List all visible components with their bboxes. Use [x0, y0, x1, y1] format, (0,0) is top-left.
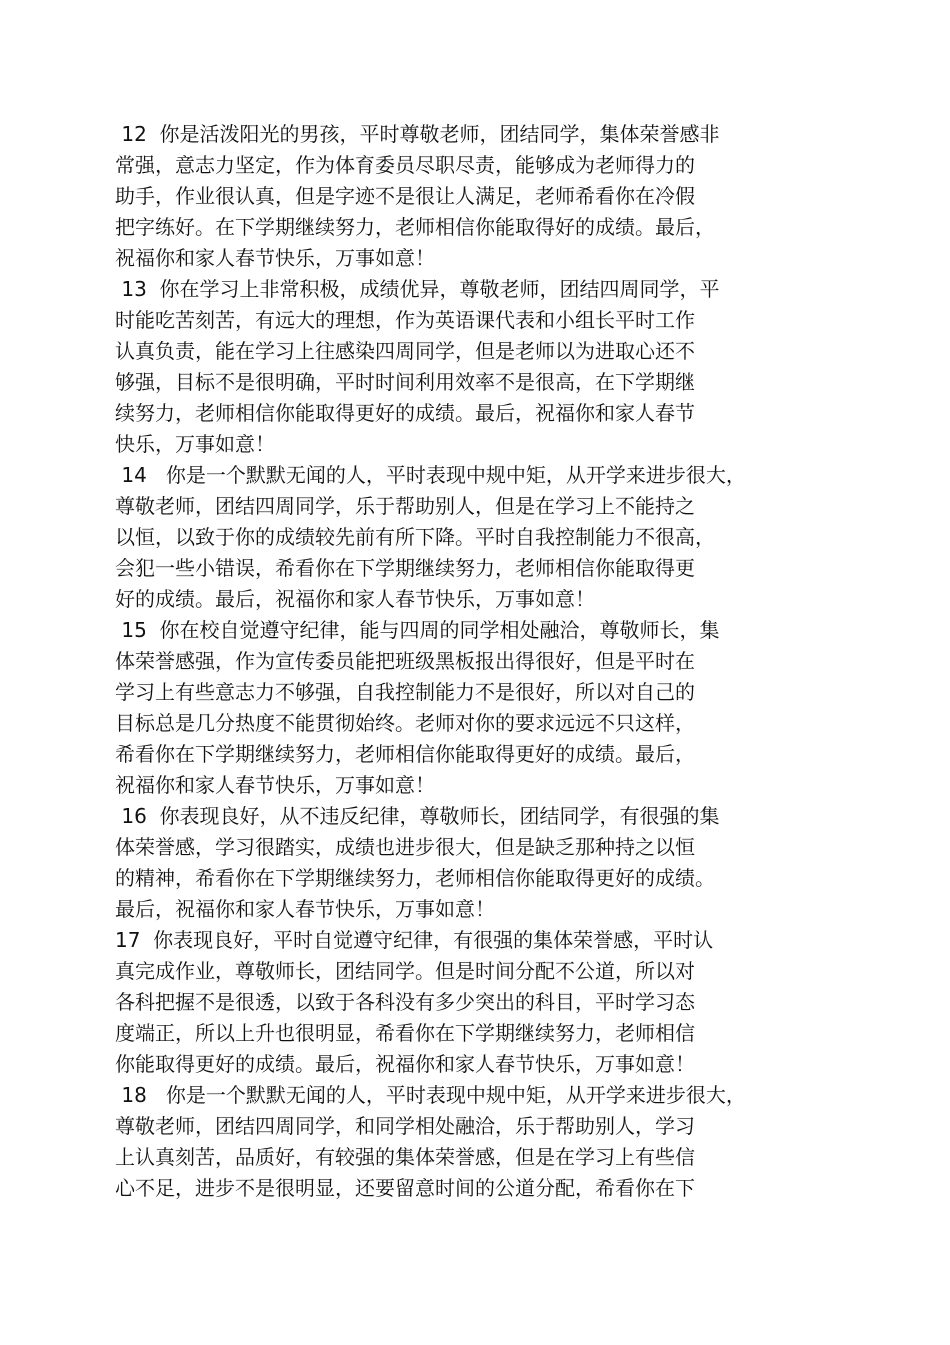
text-line: 祝福你和家人春节快乐，万事如意！ — [115, 246, 435, 270]
text-line: 12 你是活泼阳光的男孩，平时尊敬老师，团结同学，集体荣誉感非 — [115, 122, 720, 146]
text-line: 18 你是一个默默无闻的人，平时表现中规中矩，从开学来进步很大， — [115, 1083, 746, 1107]
text-line: 够强，目标不是很明确，平时时间利用效率不是很高，在下学期继 — [115, 370, 695, 394]
text-line: 尊敬老师，团结四周同学，乐于帮助别人，但是在学习上不能持之 — [115, 494, 695, 518]
text-line: 真完成作业，尊敬师长，团结同学。但是时间分配不公道，所以对 — [115, 959, 695, 983]
text-line: 各科把握不是很透，以致于各科没有多少突出的科目，平时学习态 — [115, 990, 695, 1014]
text-line: 度端正，所以上升也很明显，希看你在下学期继续努力，老师相信 — [115, 1021, 695, 1045]
text-line: 上认真刻苦，品质好，有较强的集体荣誉感，但是在学习上有些信 — [115, 1145, 695, 1169]
text-line: 常强，意志力坚定，作为体育委员尽职尽责，能够成为老师得力的 — [115, 153, 695, 177]
text-line: 13 你在学习上非常积极，成绩优异，尊敬老师，团结四周同学，平 — [115, 277, 720, 301]
text-line: 16 你表现良好，从不违反纪律，尊敬师长，团结同学，有很强的集 — [115, 804, 720, 828]
text-line: 17 你表现良好，平时自觉遵守纪律，有很强的集体荣誉感，平时认 — [115, 928, 714, 952]
document-body-text — [115, 119, 815, 1204]
text-line: 助手，作业很认真，但是字迹不是很让人满足，老师希看你在冷假 — [115, 184, 695, 208]
text-line: 把字练好。在下学期继续努力，老师相信你能取得好的成绩。最后， — [115, 215, 715, 239]
text-line: 祝福你和家人春节快乐，万事如意！ — [115, 773, 435, 797]
text-line: 认真负责，能在学习上往感染四周同学，但是老师以为进取心还不 — [115, 339, 695, 363]
text-line: 的精神，希看你在下学期继续努力，老师相信你能取得更好的成绩。 — [115, 866, 715, 890]
text-line: 目标总是几分热度不能贯彻始终。老师对你的要求远远不只这样， — [115, 711, 695, 735]
text-line: 学习上有些意志力不够强，自我控制能力不是很好，所以对自己的 — [115, 680, 695, 704]
text-line: 15 你在校自觉遵守纪律，能与四周的同学相处融洽，尊敬师长，集 — [115, 618, 720, 642]
text-line: 快乐，万事如意！ — [115, 432, 275, 456]
text-line: 体荣誉感，学习很踏实，成绩也进步很大，但是缺乏那种持之以恒 — [115, 835, 695, 859]
text-line: 会犯一些小错误，希看你在下学期继续努力，老师相信你能取得更 — [115, 556, 695, 580]
text-line: 时能吃苦刻苦，有远大的理想，作为英语课代表和小组长平时工作 — [115, 308, 695, 332]
text-line: 希看你在下学期继续努力，老师相信你能取得更好的成绩。最后， — [115, 742, 695, 766]
text-line: 尊敬老师，团结四周同学，和同学相处融洽，乐于帮助别人，学习 — [115, 1114, 695, 1138]
text-line: 以恒，以致于你的成绩较先前有所下降。平时自我控制能力不很高， — [115, 525, 715, 549]
text-line: 体荣誉感强，作为宣传委员能把班级黑板报出得很好，但是平时在 — [115, 649, 695, 673]
text-line: 续努力，老师相信你能取得更好的成绩。最后，祝福你和家人春节 — [115, 401, 695, 425]
text-line: 最后，祝福你和家人春节快乐，万事如意！ — [115, 897, 495, 921]
text-line: 好的成绩。最后，祝福你和家人春节快乐，万事如意！ — [115, 587, 595, 611]
text-line: 你能取得更好的成绩。最后，祝福你和家人春节快乐，万事如意！ — [115, 1052, 695, 1076]
text-line: 14 你是一个默默无闻的人，平时表现中规中矩，从开学来进步很大， — [115, 463, 746, 487]
text-line: 心不足，进步不是很明显，还要留意时间的公道分配，希看你在下 — [115, 1176, 695, 1200]
